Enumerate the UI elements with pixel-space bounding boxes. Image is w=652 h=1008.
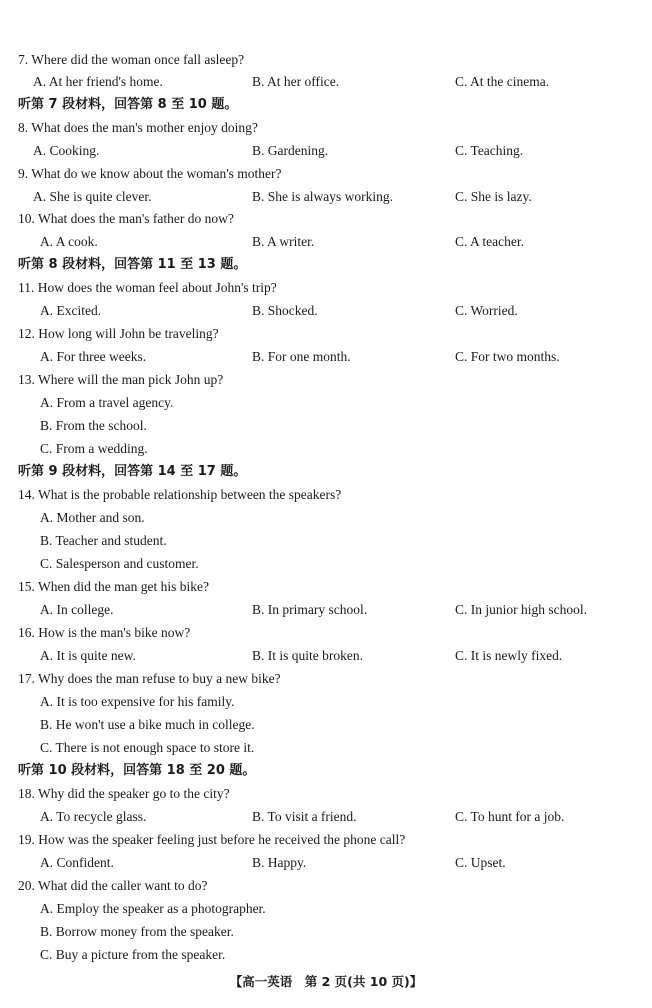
option-c: C. From a wedding. bbox=[40, 441, 148, 456]
option-c: C. Salesperson and customer. bbox=[40, 556, 199, 571]
question-stem: 18. Why did the speaker go to the city? bbox=[18, 786, 230, 801]
question-20-option-c bbox=[0, 943, 652, 966]
question-stem: 15. When did the man get his bike? bbox=[18, 579, 209, 594]
option-c: C. In junior high school. bbox=[455, 602, 587, 617]
question-20-option-b bbox=[0, 920, 652, 943]
question-stem: 17. Why does the man refuse to buy a new bike? bbox=[18, 671, 281, 686]
option-c: C. It is newly fixed. bbox=[455, 648, 563, 663]
option-b: B. Teacher and student. bbox=[40, 533, 167, 548]
option-c: C. Worried. bbox=[455, 303, 518, 318]
option-a: A. Mother and son. bbox=[40, 510, 145, 525]
question-14-option-a bbox=[0, 506, 652, 529]
option-c: C. At the cinema. bbox=[455, 74, 550, 89]
question-stem: 8. What does the man's mother enjoy doing? bbox=[18, 120, 258, 135]
option-b: B. He won't use a bike much in college. bbox=[40, 717, 255, 732]
question-20 bbox=[0, 874, 652, 897]
page-footer: 【高一英语 第 2 页(共 10 页)】 bbox=[229, 974, 423, 989]
question-19 bbox=[0, 828, 652, 851]
question-8 bbox=[0, 116, 652, 139]
option-b: B. It is quite broken. bbox=[252, 648, 363, 663]
option-a: A. She is quite clever. bbox=[33, 189, 152, 204]
question-11 bbox=[0, 276, 652, 299]
question-13 bbox=[0, 368, 652, 391]
question-stem: 9. What do we know about the woman's mother? bbox=[18, 166, 282, 181]
question-15 bbox=[0, 575, 652, 598]
question-13-option-b bbox=[0, 414, 652, 437]
question-14 bbox=[0, 483, 652, 506]
question-stem: 16. How is the man's bike now? bbox=[18, 625, 191, 640]
option-b: B. At her office. bbox=[252, 74, 340, 89]
question-12 bbox=[0, 322, 652, 345]
question-17 bbox=[0, 667, 652, 690]
question-stem: 7. Where did the woman once fall asleep? bbox=[18, 52, 245, 67]
option-b: B. Happy. bbox=[252, 855, 307, 870]
option-b: B. Borrow money from the speaker. bbox=[40, 924, 234, 939]
question-9-options bbox=[0, 185, 652, 208]
question-17-option-b bbox=[0, 713, 652, 736]
question-stem: 13. Where will the man pick John up? bbox=[18, 372, 224, 387]
section-heading bbox=[0, 93, 652, 116]
question-20-option-a bbox=[0, 897, 652, 920]
option-a: A. At her friend's home. bbox=[33, 74, 163, 89]
option-c: C. Teaching. bbox=[455, 143, 524, 158]
option-a: A. Employ the speaker as a photographer. bbox=[40, 901, 266, 916]
question-13-option-c bbox=[0, 437, 652, 460]
option-a: A. A cook. bbox=[40, 234, 98, 249]
option-c: C. She is lazy. bbox=[455, 189, 532, 204]
option-c: C. To hunt for a job. bbox=[455, 809, 565, 824]
question-10 bbox=[0, 207, 652, 230]
option-c: C. For two months. bbox=[455, 349, 560, 364]
question-stem: 12. How long will John be traveling? bbox=[18, 326, 219, 341]
option-a: A. Excited. bbox=[40, 303, 102, 318]
question-stem: 14. What is the probable relationship between the speakers? bbox=[18, 487, 342, 502]
option-b: B. A writer. bbox=[252, 234, 315, 249]
section-7-instruction: 听第 7 段材料，回答第 8 至 10 题。 bbox=[18, 97, 238, 112]
option-a: A. Cooking. bbox=[33, 143, 100, 158]
option-a: A. In college. bbox=[40, 602, 114, 617]
question-17-option-a bbox=[0, 690, 652, 713]
question-stem: 20. What did the caller want to do? bbox=[18, 878, 208, 893]
question-19-options bbox=[0, 851, 652, 874]
section-8-instruction: 听第 8 段材料，回答第 11 至 13 题。 bbox=[18, 257, 247, 272]
option-b: B. Shocked. bbox=[252, 303, 318, 318]
option-c: C. Buy a picture from the speaker. bbox=[40, 947, 226, 962]
section-heading bbox=[0, 253, 652, 276]
option-c: C. There is not enough space to store it. bbox=[40, 740, 255, 755]
section-heading bbox=[0, 460, 652, 483]
section-10-instruction: 听第 10 段材料，回答第 18 至 20 题。 bbox=[18, 763, 256, 778]
question-12-options bbox=[0, 345, 652, 368]
question-18-options bbox=[0, 805, 652, 828]
section-heading bbox=[0, 759, 652, 782]
option-a: A. It is too expensive for his family. bbox=[40, 694, 235, 709]
question-8-options bbox=[0, 139, 652, 162]
question-14-option-b bbox=[0, 529, 652, 552]
question-16-options bbox=[0, 644, 652, 667]
option-b: B. From the school. bbox=[40, 418, 147, 433]
option-a: A. Confident. bbox=[40, 855, 114, 870]
option-c: C. A teacher. bbox=[455, 234, 524, 249]
section-9-instruction: 听第 9 段材料，回答第 14 至 17 题。 bbox=[18, 464, 247, 479]
question-7 bbox=[0, 48, 652, 71]
option-a: A. From a travel agency. bbox=[40, 395, 174, 410]
question-13-option-a bbox=[0, 391, 652, 414]
question-7-options bbox=[0, 70, 652, 93]
option-b: B. In primary school. bbox=[252, 602, 368, 617]
question-17-option-c bbox=[0, 736, 652, 759]
question-10-options bbox=[0, 230, 652, 253]
question-stem: 10. What does the man's father do now? bbox=[18, 211, 234, 226]
option-a: A. To recycle glass. bbox=[40, 809, 147, 824]
option-b: B. She is always working. bbox=[252, 189, 393, 204]
question-18 bbox=[0, 782, 652, 805]
question-stem: 11. How does the woman feel about John's trip? bbox=[18, 280, 277, 295]
question-14-option-c bbox=[0, 552, 652, 575]
question-11-options bbox=[0, 299, 652, 322]
option-b: B. Gardening. bbox=[252, 143, 329, 158]
option-b: B. To visit a friend. bbox=[252, 809, 357, 824]
question-16 bbox=[0, 621, 652, 644]
option-c: C. Upset. bbox=[455, 855, 506, 870]
question-15-options bbox=[0, 598, 652, 621]
option-b: B. For one month. bbox=[252, 349, 351, 364]
option-a: A. For three weeks. bbox=[40, 349, 147, 364]
question-stem: 19. How was the speaker feeling just before he received the phone call? bbox=[18, 832, 406, 847]
question-9 bbox=[0, 162, 652, 185]
option-a: A. It is quite new. bbox=[40, 648, 136, 663]
